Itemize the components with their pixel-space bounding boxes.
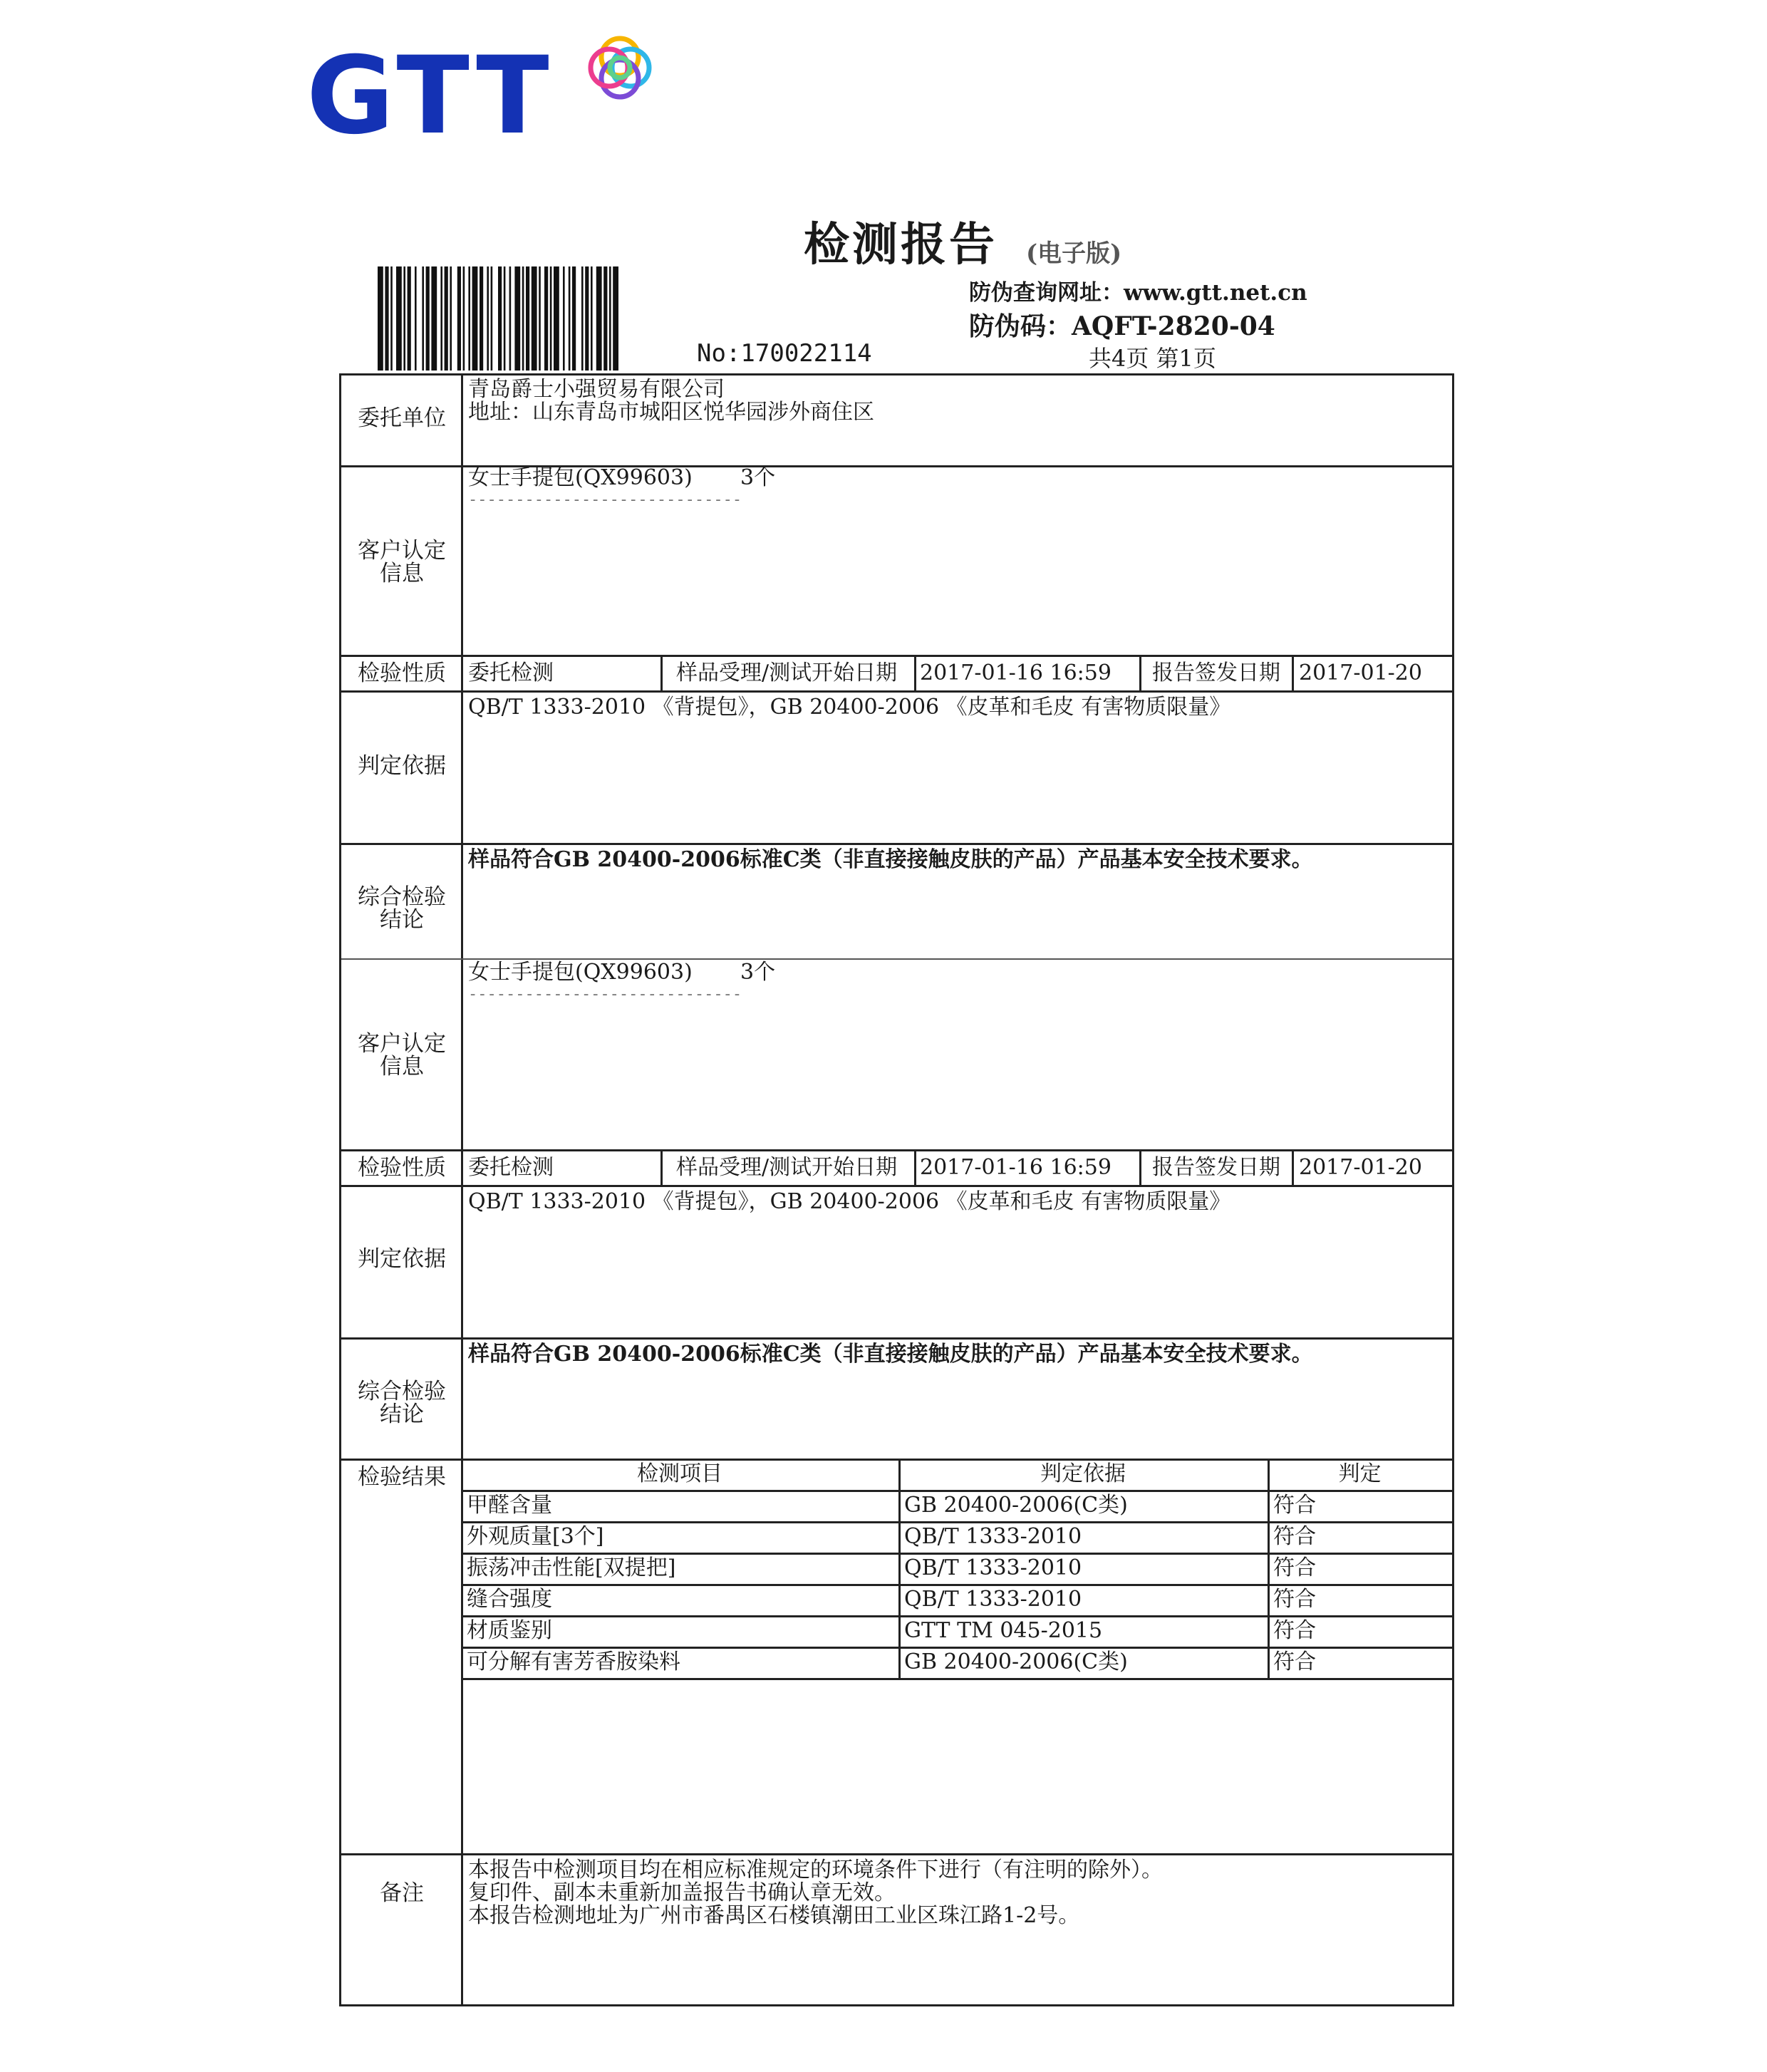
gtt-logo <box>306 29 663 158</box>
result-verdict: 符合 <box>1273 1649 1316 1674</box>
basis-value: QB/T 1333-2010 《背提包》，GB 20400-2006 《皮革和毛皮 有害物质限量》 <box>468 695 1231 720</box>
client-address: 地址：山东青岛市城阳区悦华园涉外商住区 <box>468 400 874 425</box>
result-standard: QB/T 1333-2010 <box>904 1555 1082 1580</box>
result-item: 外观质量[3个] <box>467 1524 604 1549</box>
report-title: 检测报告 <box>804 218 998 271</box>
logo-wordmark: GTT <box>306 34 554 158</box>
nature-value: 委托检测 <box>468 1155 554 1180</box>
result-standard: GTT TM 045-2015 <box>904 1618 1103 1643</box>
result-verdict: 符合 <box>1273 1493 1316 1518</box>
result-standard: GB 20400-2006(C类) <box>904 1649 1128 1674</box>
report-form <box>339 373 1454 2006</box>
result-item: 缝合强度 <box>467 1587 552 1612</box>
basis-label: 判定依据 <box>358 753 446 779</box>
issue-date-label: 报告签发日期 <box>1152 1155 1280 1180</box>
start-date-label: 样品受理/测试开始日期 <box>676 1155 898 1180</box>
sample-quantity: 3个 <box>740 960 776 985</box>
basis-label: 判定依据 <box>358 1246 446 1272</box>
start-date-value: 2017-01-16 16:59 <box>920 1155 1112 1180</box>
result-verdict: 符合 <box>1273 1555 1316 1580</box>
nature-label: 检验性质 <box>358 1155 446 1181</box>
remark-line-1: 本报告中检测项目均在相应标准规定的环境条件下进行（有注明的除外）。 <box>468 1858 1163 1882</box>
results-header-2: 判定依据 <box>1040 1461 1126 1486</box>
issue-date-value: 2017-01-20 <box>1299 661 1422 685</box>
sample-quantity: 3个 <box>740 465 776 490</box>
result-item: 振荡冲击性能[双提把] <box>467 1555 676 1580</box>
result-item: 可分解有害芳香胺染料 <box>467 1649 680 1674</box>
basis-value: QB/T 1333-2010 《背提包》，GB 20400-2006 《皮革和毛皮 有害物质限量》 <box>468 1189 1231 1214</box>
sample-name: 女士手提包(QX99603) <box>468 465 693 490</box>
result-verdict: 符合 <box>1273 1587 1316 1612</box>
client-label: 委托单位 <box>358 405 446 431</box>
client-name: 青岛爵士小强贸易有限公司 <box>468 377 725 402</box>
result-verdict: 符合 <box>1273 1618 1316 1643</box>
remark-line-2: 复印件、副本未重新加盖报告书确认章无效。 <box>468 1880 896 1905</box>
remarks-label: 备注 <box>380 1880 424 1906</box>
edition-label: (电子版) <box>1026 239 1122 268</box>
verify-url: 防伪查询网址：www.gtt.net.cn <box>969 280 1307 306</box>
sample-name: 女士手提包(QX99603) <box>468 960 693 985</box>
result-standard: QB/T 1333-2010 <box>904 1587 1082 1612</box>
conclusion-label: 综合检验 结论 <box>358 884 446 933</box>
start-date-label: 样品受理/测试开始日期 <box>676 661 898 685</box>
result-verdict: 符合 <box>1273 1524 1316 1549</box>
security-code: 防伪码：AQFT-2820-04 <box>969 311 1275 341</box>
result-standard: GB 20400-2006(C类) <box>904 1493 1128 1518</box>
conclusion-value: 样品符合GB 20400-2006标准C类（非直接接触皮肤的产品）产品基本安全技术要求。 <box>468 1342 1313 1367</box>
sample-dashes: ----------------------------- <box>468 985 742 1003</box>
customer-info-label: 客户认定 信息 <box>358 1031 446 1079</box>
remark-line-3: 本报告检测地址为广州市番禺区石楼镇潮田工业区珠江路1-2号。 <box>468 1903 1080 1928</box>
conclusion-value: 样品符合GB 20400-2006标准C类（非直接接触皮肤的产品）产品基本安全技术要求。 <box>468 847 1313 872</box>
conclusion-label: 综合检验 结论 <box>358 1379 446 1427</box>
sample-dashes: ----------------------------- <box>468 491 742 509</box>
page-info: 共4页 第1页 <box>1089 345 1216 372</box>
results-header-3: 判定 <box>1338 1461 1382 1486</box>
start-date-value: 2017-01-16 16:59 <box>920 661 1112 685</box>
issue-date-value: 2017-01-20 <box>1299 1155 1422 1180</box>
customer-info-label: 客户认定 信息 <box>358 538 446 586</box>
nature-value: 委托检测 <box>468 661 554 685</box>
results-header-1: 检测项目 <box>637 1461 722 1486</box>
result-item: 材质鉴别 <box>467 1618 552 1643</box>
logo-flower-icon <box>581 29 659 107</box>
barcode <box>378 266 691 371</box>
report-number: No:170022114 <box>697 339 872 368</box>
issue-date-label: 报告签发日期 <box>1152 661 1280 685</box>
result-item: 甲醛含量 <box>467 1493 552 1518</box>
results-label: 检验结果 <box>358 1464 446 1490</box>
nature-label: 检验性质 <box>358 661 446 686</box>
result-standard: QB/T 1333-2010 <box>904 1524 1082 1549</box>
